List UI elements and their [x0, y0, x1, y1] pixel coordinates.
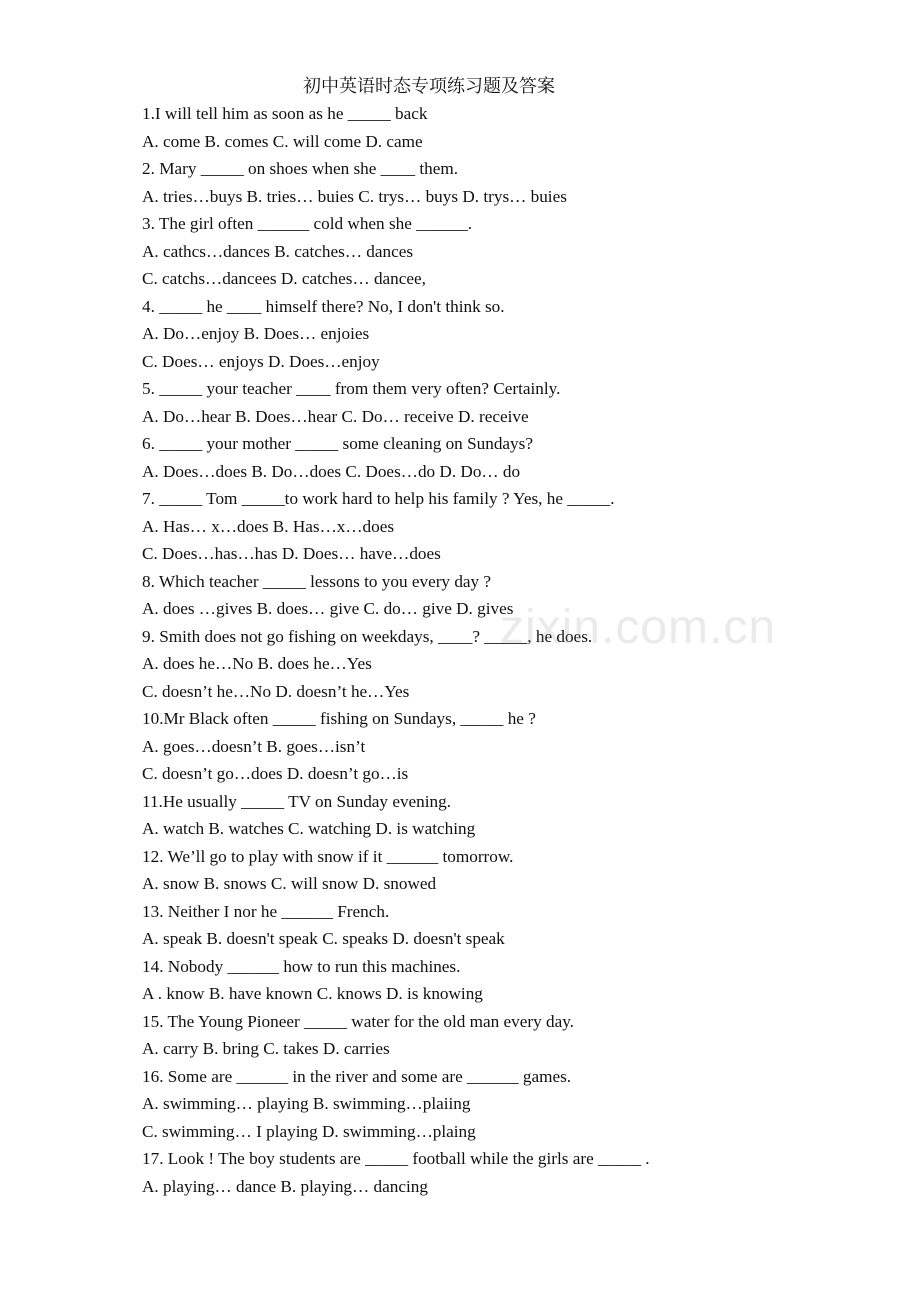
question-line: 1.I will tell him as soon as he _____ back	[142, 104, 428, 123]
options-line: C. doesn’t he…No D. doesn’t he…Yes	[142, 681, 410, 701]
options-line: A. carry B. bring C. takes D. carries	[142, 1039, 390, 1058]
options-line: C. Does… enjoys D. Does…enjoy	[142, 351, 380, 371]
question-line: 15. The Young Pioneer _____ water for the old man every day.	[142, 1011, 574, 1031]
document-title: 初中英语时态专项练习题及答案	[303, 76, 555, 97]
options-line: A. Do…enjoy B. Does… enjoies	[142, 324, 370, 343]
exercise-text	[142, 100, 842, 1200]
options-line: A. speak B. doesn't speak C. speaks D. doesn't speak	[142, 929, 505, 948]
options-line: A. does …gives B. does… give C. do… give D. gives	[142, 599, 514, 618]
options-line: A. swimming… playing B. swimming…plaiing	[142, 1094, 471, 1113]
options-line: A. does he…No B. does he…Yes	[142, 654, 372, 673]
question-line: 3. The girl often ______ cold when she ______.	[142, 214, 473, 233]
options-line: A. playing… dance B. playing… dancing	[142, 1176, 428, 1196]
options-line: A. watch B. watches C. watching D. is watching	[142, 819, 476, 838]
question-line: 8. Which teacher _____ lessons to you every day ?	[142, 571, 492, 591]
question-line: 7. _____ Tom _____to work hard to help his family ? Yes, he _____.	[142, 489, 615, 508]
options-line: A. goes…doesn’t B. goes…isn’t	[142, 736, 366, 756]
options-line: A. Does…does B. Do…does C. Does…do D. Do… do	[142, 461, 521, 481]
options-line: A . know B. have known C. knows D. is knowing	[142, 984, 483, 1003]
question-line: 13. Neither I nor he ______ French.	[142, 901, 390, 921]
options-line: C. doesn’t go…does D. doesn’t go…is	[142, 764, 409, 783]
options-line: A. cathcs…dances B. catches… dances	[142, 241, 414, 261]
question-line: 5. _____ your teacher ____ from them very often? Certainly.	[142, 379, 561, 398]
question-line: 17. Look ! The boy students are _____ football while the girls are _____ .	[142, 1149, 650, 1168]
question-line: 12. We’ll go to play with snow if it ______ tomorrow.	[142, 846, 514, 866]
question-line: 16. Some are ______ in the river and some are ______ games.	[142, 1066, 572, 1086]
question-line: 14. Nobody ______ how to run this machines.	[142, 956, 461, 976]
options-line: A. Has… x…does B. Has…x…does	[142, 516, 395, 536]
options-line: C. swimming… I playing D. swimming…plaing	[142, 1121, 476, 1141]
options-line: A. snow B. snows C. will snow D. snowed	[142, 874, 437, 893]
question-line: 9. Smith does not go fishing on weekdays, ____? _____, he does.	[142, 626, 593, 646]
options-line: C. Does…has…has D. Does… have…does	[142, 544, 441, 563]
question-line: 10.Mr Black often _____ fishing on Sundays, _____ he ?	[142, 709, 536, 728]
options-line: A. come B. comes C. will come D. came	[142, 131, 423, 151]
question-line: 2. Mary _____ on shoes when she ____ them.	[142, 159, 459, 178]
options-line: A. Do…hear B. Does…hear C. Do… receive D. receive	[142, 406, 529, 426]
question-line: 11.He usually _____ TV on Sunday evening.	[142, 791, 452, 811]
question-line: 4. _____ he ____ himself there? No, I don't think so.	[142, 296, 505, 316]
watermark: zixin.com.cn	[500, 601, 777, 654]
options-line: A. tries…buys B. tries… buies C. trys… buys D. trys… buies	[142, 186, 567, 206]
options-line: C. catchs…dancees D. catches… dancee,	[142, 269, 426, 288]
question-line: 6. _____ your mother _____ some cleaning on Sundays?	[142, 434, 533, 453]
